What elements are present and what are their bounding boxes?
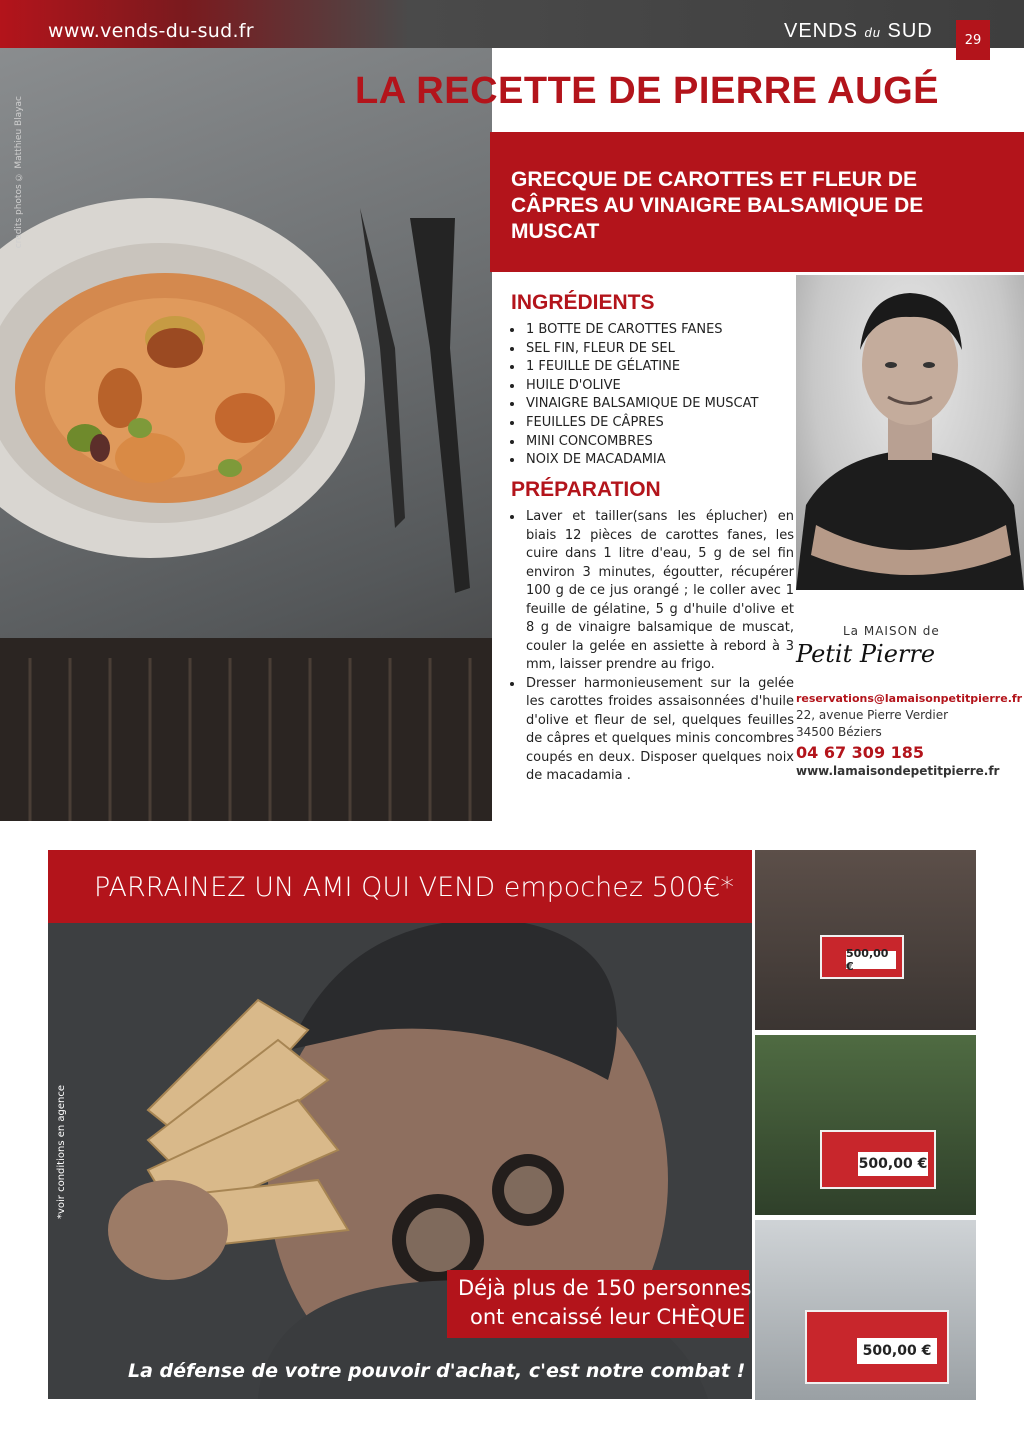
winner-photo-3 [755, 1220, 976, 1400]
restaurant-logo: Petit Pierre [796, 640, 936, 668]
brand-logo [784, 20, 933, 43]
brand-sud: SUD [887, 20, 933, 42]
page-title: LA RECETTE DE PIERRE AUGÉ [355, 70, 939, 112]
ad-callout-line-2: ont encaissé leur CHÈQUE [470, 1305, 746, 1329]
food-photo [0, 48, 492, 821]
ad-callout-line-1: Déjà plus de 150 personnes [458, 1276, 752, 1300]
ingredients-heading: INGRÉDIENTS [511, 291, 655, 314]
site-url: www.vends-du-sud.fr [48, 20, 254, 42]
plated-dish-image [0, 48, 492, 821]
ingredient-item: • 1 BOTTE DE CAROTTES FANES [524, 321, 804, 340]
cheque [820, 935, 904, 979]
winner-photo-1 [755, 850, 976, 1030]
restaurant-logo-small: La MAISON de [843, 624, 940, 638]
preparation-step: • Dresser harmonieusement sur la gelée les carottes froides assaisonnées d'huile d'olive et fleur de sel, quelques feuilles de câpres et quelques minis concombres coupés en deux. Disposer quelques noix de macadamia . [524, 675, 794, 786]
contact-city: 34500 Béziers [796, 725, 882, 739]
chef-photo [796, 275, 1024, 590]
page-number: 29 [956, 20, 990, 60]
contact-email[interactable]: reservations@lamaisonpetitpierre.fr [796, 692, 1023, 705]
ingredient-item: • MINI CONCOMBRES [524, 433, 804, 452]
preparation-list [508, 508, 794, 786]
ad-headline: PARRAINEZ UN AMI QUI VEND empochez 500€* [94, 872, 734, 903]
preparation-step: • Laver et tailler(sans les éplucher) en biais 12 pièces de carottes fanes, les cuire dans 1 litre d'eau, 5 g de sel fin environ 3 minutes, égoutter, récupérer 100 g de ce jus orangé ; le coller avec 1 feuille de gélatine, 5 g d'huile d'olive et 8 g de vinaigre balsamique de muscat, couler la gelée en assiette à rebord à 3 mm, laisser prendre au frigo. [524, 508, 794, 675]
ingredient-item: • SEL FIN, FLEUR DE SEL [524, 340, 804, 359]
ingredient-item: • 1 FEUILLE DE GÉLATINE [524, 358, 804, 377]
recipe-subtitle: GRECQUE DE CAROTTES ET FLEUR DE CÂPRES AU VINAIGRE BALSAMIQUE DE MUSCAT [511, 168, 924, 243]
ad-conditions-note: *voir conditions en agence [56, 1085, 67, 1220]
brand-du: du [864, 25, 881, 40]
ingredients-list [508, 321, 804, 470]
cheque [805, 1310, 949, 1384]
ingredient-item: • HUILE D'OLIVE [524, 377, 804, 396]
ingredient-item: • NOIX DE MACADAMIA [524, 451, 804, 470]
cheque-amount: 500,00 € [858, 1152, 928, 1176]
contact-address: 22, avenue Pierre Verdier [796, 708, 949, 722]
cheque-amount: 500,00 € [857, 1338, 937, 1364]
ingredient-item: • VINAIGRE BALSAMIQUE DE MUSCAT [524, 395, 804, 414]
ad-slogan: La défense de votre pouvoir d'achat, c'est notre combat ! [128, 1360, 746, 1382]
cheque [820, 1130, 936, 1189]
photo-credit: credits photos © Matthieu Blayac [14, 96, 24, 249]
contact-website[interactable]: www.lamaisondepetitpierre.fr [796, 764, 1000, 778]
brand-main: VENDS [784, 20, 858, 42]
winner-photo-2 [755, 1035, 976, 1215]
chef-portrait-image [796, 275, 1024, 590]
preparation-heading: PRÉPARATION [511, 478, 661, 501]
cheque-amount: 500,00 € [846, 951, 896, 969]
ingredient-item: • FEUILLES DE CÂPRES [524, 414, 804, 433]
contact-phone[interactable]: 04 67 309 185 [796, 743, 925, 762]
